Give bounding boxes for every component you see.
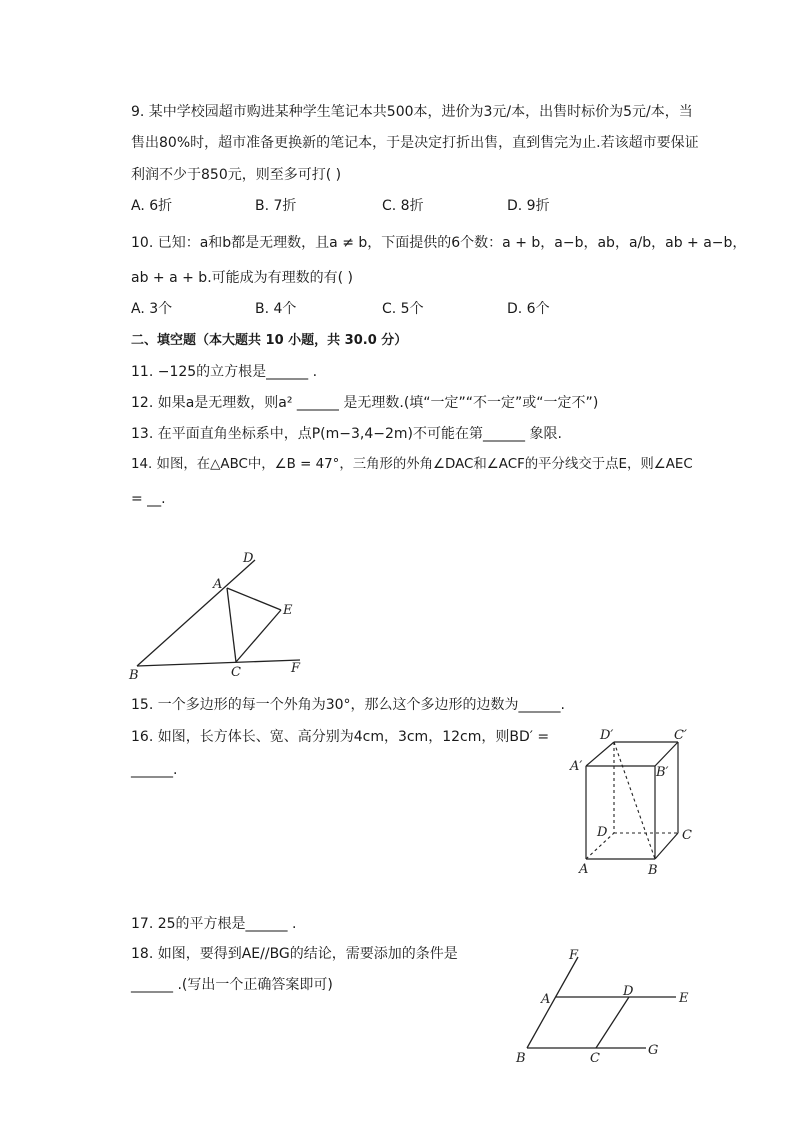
q10-option-d[interactable]: D. 6个: [507, 301, 550, 317]
q9-line1: 9. 某中学校园超市购进某种学生笔记本共500本，进价为3元/本，出售时标价为5元/本，当: [131, 104, 693, 120]
q18-label-f: F: [569, 948, 579, 963]
q18-label-a: A: [541, 992, 551, 1007]
q14-line-ae: [227, 588, 281, 610]
q10-options: [131, 299, 691, 319]
q18-label-d: D: [623, 984, 634, 999]
q18-line2: ______ .(写出一个正确答案即可): [131, 977, 333, 993]
q13-line: 13. 在平面直角坐标系中，点P(m−3,4−2m)不可能在第______ 象限.: [131, 426, 562, 442]
q9-line3: 利润不少于850元，则至多可打( ): [131, 167, 342, 183]
q16-label-a: A: [579, 862, 589, 877]
q10-option-b[interactable]: B. 4个: [255, 301, 297, 317]
q14-label-e: E: [283, 603, 293, 618]
q10-option-c[interactable]: C. 5个: [382, 301, 424, 317]
q16-label-ap: A′: [570, 759, 583, 774]
q14-label-b: B: [129, 668, 139, 683]
q14-line-bd: [137, 560, 255, 666]
q9-option-b[interactable]: B. 7折: [255, 198, 297, 214]
q16-label-c: C: [682, 828, 692, 843]
q14-line2: = __.: [131, 491, 166, 507]
q18-line1: 18. 如图，要得到AE//BG的结论，需要添加的条件是: [131, 946, 458, 962]
q18-label-c: C: [590, 1051, 600, 1066]
q18-label-b: B: [516, 1051, 526, 1066]
q16-label-cp: C′: [674, 728, 687, 743]
q18-label-e: E: [679, 991, 689, 1006]
q9-options: [131, 196, 691, 216]
q17-line: 17. 25的平方根是______ .: [131, 916, 297, 932]
q18-line-fb: [527, 957, 578, 1048]
q16-diagonal-bd: [614, 742, 655, 859]
q14-line-ce: [236, 610, 281, 662]
q14-label-c: C: [231, 665, 241, 680]
q12-line: 12. 如果a是无理数，则a² ______ 是无理数.(填“一定”“不一定”或“一定不”): [131, 395, 599, 411]
q16-line1: 16. 如图，长方体长、宽、高分别为4cm，3cm，12cm，则BD′ =: [131, 729, 550, 745]
q9-line2: 售出80%时，超市准备更换新的笔记本，于是决定打折出售，直到售完为止.若该超市要保证: [131, 135, 699, 151]
q15-line: 15. 一个多边形的每一个外角为30°，那么这个多边形的边数为______.: [131, 697, 565, 713]
q9-option-c[interactable]: C. 8折: [382, 198, 424, 214]
q14-label-d: D: [243, 551, 254, 566]
q18-line-dc: [596, 997, 629, 1048]
q16-line2: ______.: [131, 762, 178, 778]
q14-line-ac: [227, 588, 236, 662]
q14-label-f: F: [291, 661, 301, 676]
q16-label-bp: B′: [656, 765, 669, 780]
q16-label-d: D: [597, 825, 608, 840]
q16-label-b: B: [648, 863, 658, 878]
section-heading: 二、填空题（本大题共 10 小题，共 30.0 分）: [131, 333, 408, 348]
q14-label-a: A: [213, 577, 223, 592]
q10-line1: 10. 已知：a和b都是无理数，且a ≠ b，下面提供的6个数：a + b，a−b，ab，a/b，ab + a−b，: [131, 235, 747, 251]
q14-line-bf: [137, 660, 300, 666]
q16-label-dp: D′: [600, 728, 614, 743]
q10-option-a[interactable]: A. 3个: [131, 301, 173, 317]
q10-line2: ab + a + b.可能成为有理数的有( ): [131, 270, 354, 286]
q14-triangle-figure: [125, 548, 315, 683]
q18-parallel-figure: [512, 945, 697, 1070]
q18-label-g: G: [648, 1043, 659, 1058]
q14-line1: 14. 如图，在△ABC中，∠B = 47°，三角形的外角∠DAC和∠ACF的平分线交于点E，则∠AEC: [131, 457, 693, 472]
q11-line: 11. −125的立方根是______ .: [131, 364, 318, 380]
q16-cuboid-figure: [568, 725, 698, 880]
q9-option-a[interactable]: A. 6折: [131, 198, 173, 214]
q9-option-d[interactable]: D. 9折: [507, 198, 550, 214]
